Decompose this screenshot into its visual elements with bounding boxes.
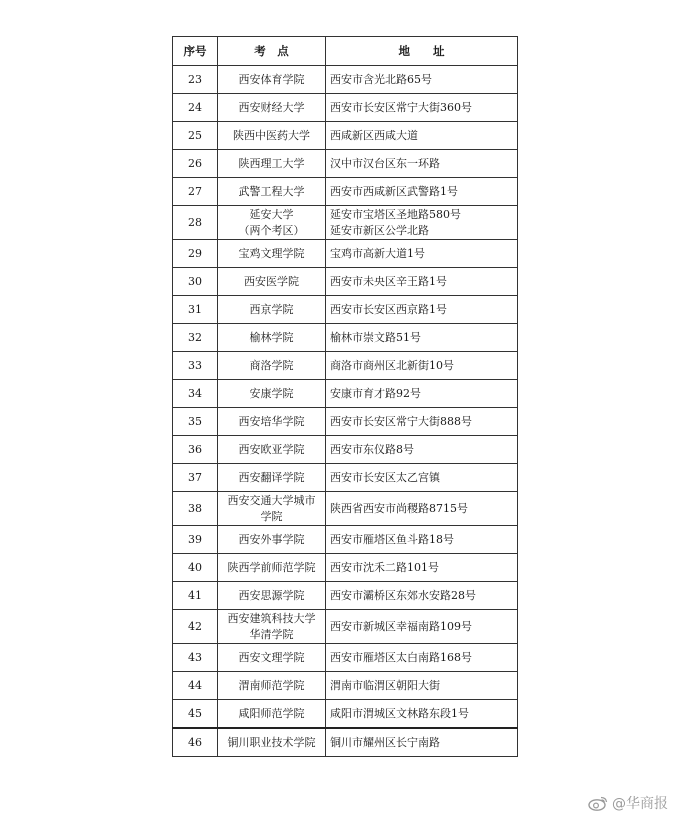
exam-site-cell: [218, 436, 326, 464]
address-cell: [326, 268, 518, 296]
table-row: [173, 240, 518, 268]
exam-site-name: 学院: [260, 509, 283, 523]
row-number: 34: [173, 380, 218, 408]
exam-site-name: 西安外事学院: [238, 532, 305, 546]
address-cell: [326, 352, 518, 380]
address-text: 宝鸡市高新大道1号: [330, 246, 425, 260]
exam-site-cell: [218, 408, 326, 436]
row-number: 35: [173, 408, 218, 436]
exam-site-cell: [218, 352, 326, 380]
address-cell: [326, 582, 518, 610]
row-number: 37: [173, 464, 218, 492]
exam-site-cell: [218, 672, 326, 700]
address-text: 西咸新区西咸大道: [330, 128, 418, 142]
address-cell: [326, 436, 518, 464]
table-row: [173, 352, 518, 380]
address-text: 西安市雁塔区鱼斗路18号: [330, 532, 454, 546]
exam-site-name: 渭南师范学院: [238, 678, 305, 692]
address-cell: [326, 644, 518, 672]
table-row: [173, 94, 518, 122]
weibo-watermark: [588, 793, 668, 813]
row-number: 26: [173, 150, 218, 178]
address-cell: [326, 324, 518, 352]
row-number: 27: [173, 178, 218, 206]
exam-site-cell: [218, 296, 326, 324]
address-text: 咸阳市渭城区文林路东段1号: [330, 706, 469, 720]
exam-site-cell: [218, 554, 326, 582]
exam-site-name: 西安文理学院: [238, 650, 305, 664]
address-cell: [326, 240, 518, 268]
exam-site-cell: [218, 66, 326, 94]
exam-site-cell: [218, 240, 326, 268]
table-row: [173, 380, 518, 408]
row-number: 44: [173, 672, 218, 700]
address-cell: [326, 610, 518, 644]
row-number: 39: [173, 526, 218, 554]
table-row: [173, 554, 518, 582]
exam-site-name: 西安培华学院: [238, 414, 305, 428]
address-text: 西安市含光北路65号: [330, 72, 432, 86]
row-number: 46: [173, 728, 218, 757]
exam-site-name: 宝鸡文理学院: [238, 246, 305, 260]
address-cell: [326, 526, 518, 554]
table-row: [173, 122, 518, 150]
table-row: [173, 644, 518, 672]
exam-site-name: 西安欧亚学院: [238, 442, 305, 456]
address-cell: [326, 464, 518, 492]
row-number: 41: [173, 582, 218, 610]
row-number: 32: [173, 324, 218, 352]
table-row: [173, 610, 518, 644]
exam-site-cell: [218, 324, 326, 352]
exam-site-cell: [218, 610, 326, 644]
row-number: 43: [173, 644, 218, 672]
address-cell: [326, 728, 518, 757]
exam-site-name: 商洛学院: [249, 358, 294, 372]
exam-site-table: [172, 36, 518, 757]
table-row: [173, 492, 518, 526]
exam-site-name: 西安思源学院: [238, 588, 305, 602]
address-text: 陕西省西安市尚稷路8715号: [330, 501, 468, 515]
exam-site-name: 西安财经大学: [238, 100, 305, 114]
table-row: [173, 436, 518, 464]
address-cell: [326, 492, 518, 526]
exam-site-name: 西安体育学院: [238, 72, 305, 86]
row-number: 23: [173, 66, 218, 94]
address-cell: [326, 380, 518, 408]
row-number: 31: [173, 296, 218, 324]
address-text: 西安市雁塔区太白南路168号: [330, 650, 472, 664]
address-text: 榆林市崇文路51号: [330, 330, 421, 344]
table-row: [173, 728, 518, 757]
address-text: 安康市育才路92号: [330, 386, 421, 400]
address-cell: [326, 672, 518, 700]
address-text: 西安市西咸新区武警路1号: [330, 184, 458, 198]
exam-site-name: 铜川职业技术学院: [227, 735, 316, 749]
address-text: 延安市宝塔区圣地路580号: [330, 207, 461, 221]
table-row: [173, 206, 518, 240]
exam-site-cell: [218, 150, 326, 178]
exam-site-cell: [218, 380, 326, 408]
address-text: 铜川市耀州区长宁南路: [330, 735, 440, 749]
exam-site-cell: [218, 178, 326, 206]
exam-site-cell: [218, 206, 326, 240]
exam-site-name: 西安建筑科技大学: [227, 611, 316, 625]
exam-site-name: 华清学院: [249, 627, 294, 641]
exam-site-name: 武警工程大学: [238, 184, 305, 198]
table-row: [173, 526, 518, 554]
address-text: 西安市灞桥区东郊水安路28号: [330, 588, 476, 602]
table-row: [173, 296, 518, 324]
exam-site-cell: [218, 644, 326, 672]
address-cell: [326, 554, 518, 582]
address-cell: [326, 178, 518, 206]
table-row: [173, 464, 518, 492]
exam-site-cell: [218, 700, 326, 729]
table-body: [173, 66, 518, 757]
row-number: 25: [173, 122, 218, 150]
table-row: [173, 150, 518, 178]
address-text: 西安市沈禾二路101号: [330, 560, 439, 574]
exam-site-name: 陕西理工大学: [238, 156, 305, 170]
table-row: [173, 178, 518, 206]
exam-site-cell: [218, 728, 326, 757]
exam-site-name: 安康学院: [249, 386, 294, 400]
row-number: 38: [173, 492, 218, 526]
exam-site-name: 西安翻译学院: [238, 470, 305, 484]
row-number: 28: [173, 206, 218, 240]
exam-site-name: （两个考区）: [238, 223, 305, 237]
row-number: 29: [173, 240, 218, 268]
address-cell: [326, 66, 518, 94]
address-cell: [326, 296, 518, 324]
header-number: 序号: [173, 37, 218, 66]
address-text: 商洛市商州区北新街10号: [330, 358, 454, 372]
row-number: 33: [173, 352, 218, 380]
exam-site-name: 榆林学院: [249, 330, 294, 344]
row-number: 45: [173, 700, 218, 729]
row-number: 40: [173, 554, 218, 582]
exam-site-cell: [218, 122, 326, 150]
address-text: 西安市长安区太乙宫镇: [330, 470, 440, 484]
table-row: [173, 268, 518, 296]
exam-site-cell: [218, 94, 326, 122]
table-row: [173, 672, 518, 700]
exam-site-cell: [218, 464, 326, 492]
address-cell: [326, 94, 518, 122]
table-row: [173, 66, 518, 94]
header-address: 地 址: [326, 37, 518, 66]
exam-site-name: 陕西学前师范学院: [227, 560, 316, 574]
address-text: 西安市长安区常宁大街360号: [330, 100, 472, 114]
address-text: 西安市未央区辛王路1号: [330, 274, 447, 288]
watermark-text: @华商报: [612, 796, 668, 812]
address-text: 西安市长安区西京路1号: [330, 302, 447, 316]
table-row: [173, 408, 518, 436]
table-row: [173, 700, 518, 729]
exam-site-name: 西京学院: [249, 302, 294, 316]
address-text: 渭南市临渭区朝阳大街: [330, 678, 440, 692]
header-exam-site: 考 点: [218, 37, 326, 66]
table-row: [173, 582, 518, 610]
exam-site-name: 陕西中医药大学: [233, 128, 310, 142]
address-text: 西安市东仪路8号: [330, 442, 414, 456]
address-cell: [326, 700, 518, 729]
row-number: 30: [173, 268, 218, 296]
row-number: 24: [173, 94, 218, 122]
exam-site-name: 西安交通大学城市: [227, 493, 316, 507]
exam-site-cell: [218, 268, 326, 296]
address-text: 西安市长安区常宁大街888号: [330, 414, 472, 428]
address-text: 延安市新区公学北路: [330, 223, 429, 237]
address-text: 西安市新城区幸福南路109号: [330, 619, 472, 633]
address-cell: [326, 408, 518, 436]
exam-site-name: 延安大学: [249, 207, 294, 221]
table-header-row: [173, 37, 518, 66]
address-cell: [326, 206, 518, 240]
exam-site-name: 咸阳师范学院: [238, 706, 305, 720]
table-row: [173, 324, 518, 352]
exam-site-cell: [218, 582, 326, 610]
row-number: 36: [173, 436, 218, 464]
address-cell: [326, 122, 518, 150]
address-cell: [326, 150, 518, 178]
address-text: 汉中市汉台区东一环路: [330, 156, 440, 170]
row-number: 42: [173, 610, 218, 644]
exam-site-cell: [218, 492, 326, 526]
weibo-icon: [588, 795, 608, 811]
exam-site-cell: [218, 526, 326, 554]
exam-site-name: 西安医学院: [244, 274, 299, 288]
